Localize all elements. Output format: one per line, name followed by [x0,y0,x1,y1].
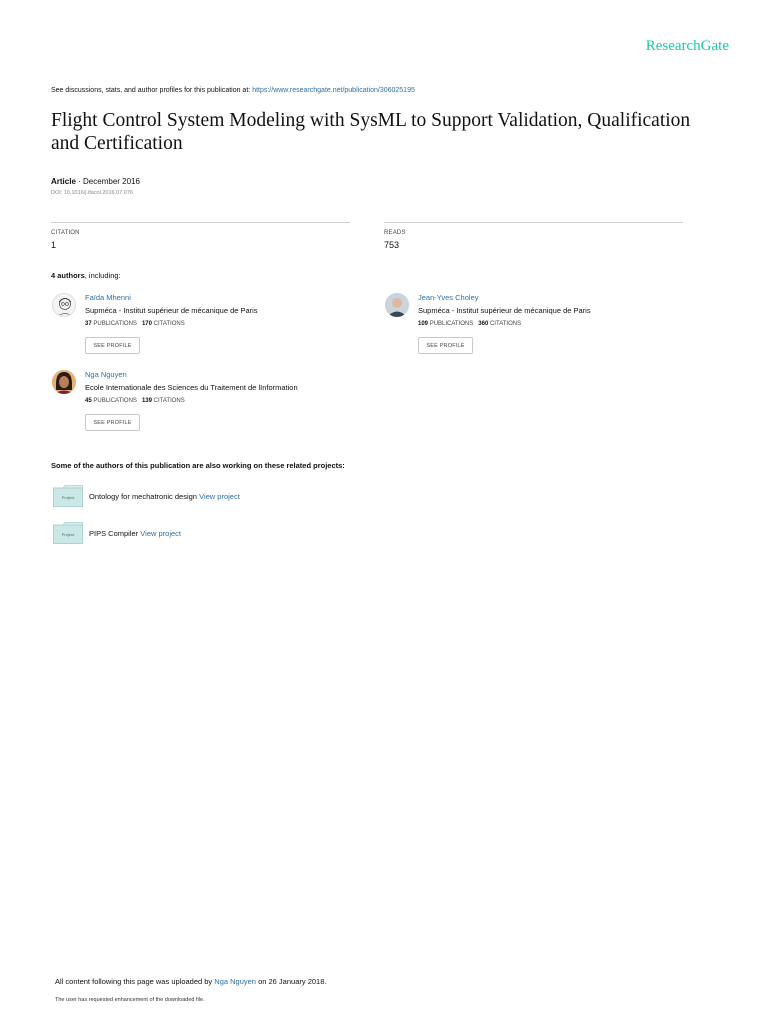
authors-heading-rest: , including: [84,271,121,280]
author-name[interactable]: Faïda Mhenni [85,293,131,302]
author-citations-label: CITATIONS [489,321,522,327]
upload-prefix: All content following this page was uploaded by [55,977,213,986]
author-avatar[interactable] [385,293,409,317]
author-avatar[interactable] [52,293,76,317]
see-profile-button[interactable]: SEE PROFILE [418,337,473,354]
reads-label: READS [384,230,406,236]
author-citations-count: 139 [141,398,152,404]
author-institution: Ecole Internationale des Sciences du Traitement de lInformation [85,383,298,392]
view-project-link[interactable]: View project [140,529,181,538]
upload-notice [55,977,326,986]
citation-count: 1 [51,240,57,250]
divider-reads [384,222,683,223]
author-publications-count: 45 [85,398,92,404]
author-publications-label: PUBLICATIONS [93,321,137,327]
publication-meta [51,177,140,186]
author-citations-label: CITATIONS [153,398,185,404]
author-name[interactable]: Jean-Yves Choley [418,293,479,302]
upload-suffix: on 26 January 2018. [258,977,327,986]
publication-title: Flight Control System Modeling with SysML to Support Validation, Qualification and Certification [51,110,691,154]
publication-type: Article [51,177,76,186]
author-avatar[interactable] [52,370,76,394]
author-institution: Supméca - Institut supérieur de mécanique de Paris [85,306,258,315]
author-citations-count: 360 [478,321,489,327]
discussion-line [51,87,415,94]
project-item [89,529,181,538]
project-icon-label: Project [61,532,75,537]
publication-date: December 2016 [83,177,140,186]
avatar-photo-icon [385,293,409,317]
project-icon[interactable] [53,485,83,512]
related-projects-heading: Some of the authors of this publication are also working on these related projects: [51,461,345,470]
divider-citation [51,222,350,223]
publication-doi: DOI: 10.1016/j.ifacol.2016.07.076 [51,190,133,196]
author-publications-count: 37 [85,321,92,327]
enhancement-note: The user has requested enhancement of the downloaded file. [55,997,205,1003]
author-publications-label: PUBLICATIONS [429,321,474,327]
author-stats [85,398,185,404]
avatar-sketch-icon [53,294,76,317]
author-citations-count: 170 [141,321,152,327]
author-name[interactable]: Nga Nguyen [85,370,127,379]
avatar-photo-icon [52,370,76,394]
project-icon[interactable] [53,522,83,549]
author-stats [85,321,185,327]
uploader-link[interactable]: Nga Nguyen [214,977,256,986]
authors-heading [51,271,121,280]
author-stats [418,321,521,327]
author-publications-label: PUBLICATIONS [93,398,137,404]
author-publications-count: 109 [418,321,429,327]
discussion-prefix: See discussions, stats, and author profiles for this publication at: [51,87,251,94]
publication-link[interactable]: https://www.researchgate.net/publication/306025195 [252,87,415,94]
project-icon-label: Project [61,495,75,500]
reads-count: 753 [384,240,400,250]
project-name: Ontology for mechatronic design [89,492,197,501]
citation-label: CITATION [51,230,80,236]
author-citations-label: CITATIONS [153,321,185,327]
view-project-link[interactable]: View project [199,492,240,501]
see-profile-button[interactable]: SEE PROFILE [85,337,140,354]
researchgate-logo[interactable]: ResearchGate [645,38,729,54]
project-item [89,492,240,501]
project-name: PIPS Compiler [89,529,139,538]
author-institution: Supméca - Institut supérieur de mécanique de Paris [418,306,591,315]
authors-count: 4 authors [51,271,85,280]
meta-separator: · [78,177,84,186]
see-profile-button[interactable]: SEE PROFILE [85,414,140,431]
